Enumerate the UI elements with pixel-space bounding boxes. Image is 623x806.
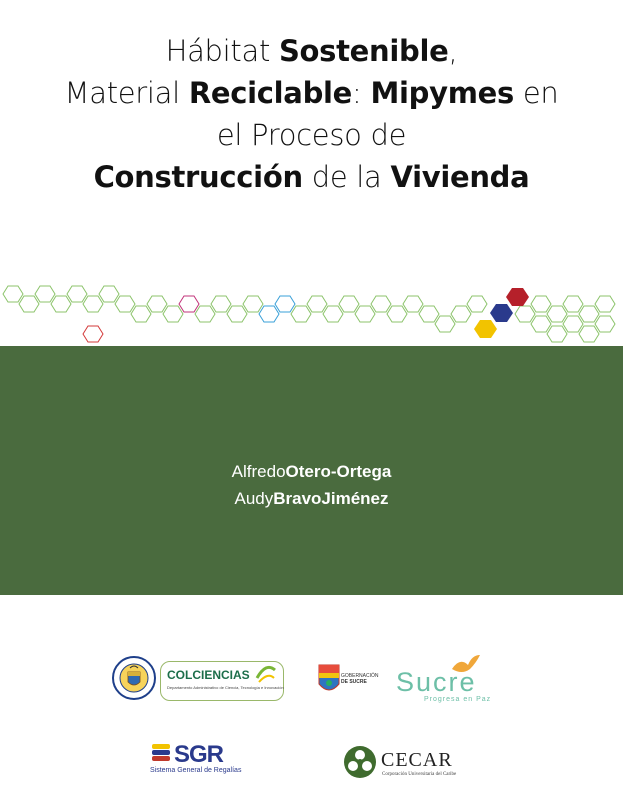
sucre-logo-tagline: Progresa en Paz bbox=[424, 696, 492, 703]
title-line-3: el Proceso de bbox=[216, 118, 407, 152]
author-2: AudyBravoJiménez bbox=[234, 489, 389, 508]
colciencias-swirl-icon bbox=[254, 664, 278, 686]
gobernacion-sucre-shield-icon bbox=[318, 664, 340, 696]
colciencias-name: COLCIENCIAS bbox=[167, 668, 250, 682]
title-line-4: Construcción de la Vivienda bbox=[93, 160, 530, 194]
gobernacion-line1: GOBERNACIÓN bbox=[341, 673, 379, 679]
cecar-emblem-icon bbox=[343, 745, 377, 779]
gobernacion-line2: DE SUCRE bbox=[341, 679, 367, 685]
colombia-coat-of-arms-logo bbox=[112, 656, 156, 700]
cecar-logo-subtitle: Corporación Universitaria del Caribe bbox=[382, 772, 457, 777]
sgr-logo-name: SGR bbox=[174, 741, 224, 768]
gobernacion-sucre-text bbox=[341, 673, 379, 685]
author-1: AlfredoOtero-Ortega bbox=[231, 462, 392, 481]
sgr-logo-subtitle: Sistema General de Regalías bbox=[150, 767, 242, 774]
authors bbox=[0, 458, 623, 512]
hexagon-pattern bbox=[0, 282, 623, 348]
title-line-2: Material Reciclable: Mipymes en bbox=[64, 76, 559, 110]
sgr-emblem-icon bbox=[150, 741, 174, 765]
colciencias-logo bbox=[160, 661, 284, 701]
colciencias-subtitle: Departamento Administrativo de Ciencia, Tecnología e Innovación bbox=[167, 685, 284, 690]
title-line-1: Hábitat Sostenible, bbox=[165, 34, 458, 68]
sucre-logo-name: Sucre bbox=[396, 667, 477, 697]
cover-title bbox=[0, 30, 623, 198]
cecar-logo-name: CECAR bbox=[381, 749, 453, 771]
